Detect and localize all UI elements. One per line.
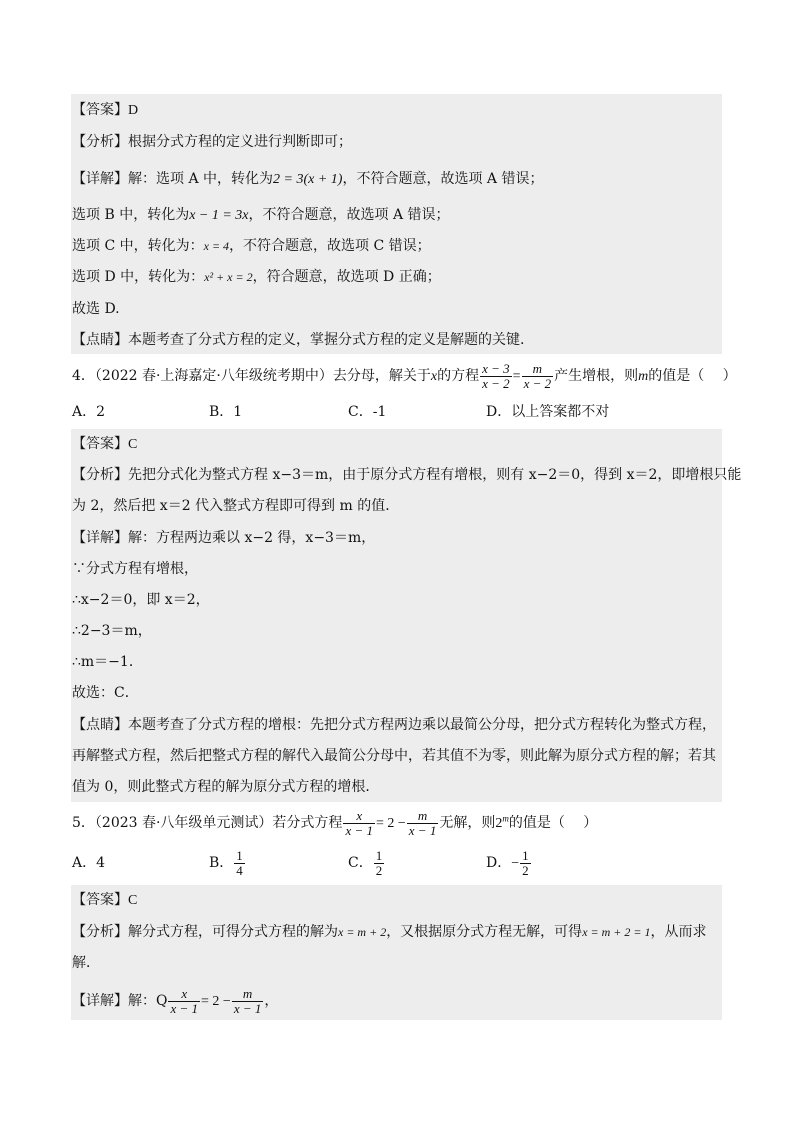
q4-stem (72, 358, 737, 394)
comment-text: 再解整式方程，然后把整式方程的解代入最简公分母中，若其值不为零，则此解为原分式方程的解；若其 (72, 748, 716, 764)
math-expression: x² + x = 2 (204, 270, 253, 284)
question-text: 的值是（ ） (508, 815, 598, 831)
q5-stem (72, 805, 597, 841)
q4-analysis-1 (72, 465, 741, 485)
q3-comment (72, 330, 524, 350)
comment-tag: 【点睛】 (72, 332, 128, 348)
q4-detail-4 (72, 621, 152, 641)
q4-comment-2 (72, 746, 716, 766)
detail-text: ， (264, 993, 279, 1009)
q5-option-a: A．4 (72, 855, 106, 871)
analysis-text: 解． (72, 955, 100, 971)
fraction (343, 809, 375, 838)
question-text: 5．（2023 春·八年级单元测试）若分式方程 (72, 815, 343, 831)
analysis-text: ，从而求 (650, 924, 707, 940)
q4-option-a: A．2 (72, 404, 106, 420)
denominator: x − 2 (482, 375, 510, 391)
detail-text: ∴2−3＝m， (72, 623, 152, 639)
fraction (522, 362, 554, 391)
q4-detail-3 (72, 590, 210, 610)
analysis-text: 为 2，然后把 x＝2 代入整式方程即可得到 m 的值． (72, 498, 400, 514)
denominator: x − 1 (233, 1000, 262, 1016)
detail-text: 解：方程两边乘以 x−2 得，x−3＝m， (128, 530, 376, 546)
option-label: D． (486, 855, 512, 871)
numerator: x − 3 (482, 360, 510, 376)
question-text: 的值是（ ） (648, 368, 737, 384)
q4-detail-2 (72, 559, 198, 579)
numerator: x (343, 809, 375, 824)
power-base: 2 (495, 816, 503, 831)
q3-detail-a (72, 169, 543, 189)
numerator: 1 (522, 847, 529, 863)
answer-value: C (128, 437, 138, 452)
fraction (374, 849, 385, 878)
detail-text: 选项 B 中，转化为 (72, 207, 190, 223)
detail-text: ，不符合题意，故选项 A 错误； (248, 207, 450, 223)
denominator: 2 (375, 862, 383, 878)
q4-option-d: D．以上答案都不对 (486, 404, 610, 420)
math-expression: 2 = 3(x + 1) (273, 172, 343, 187)
math-expression: x = m + 2 = 1 (582, 925, 651, 939)
q5-option-c (348, 846, 385, 880)
detail-text: 解：选项 A 中，转化为 (128, 171, 274, 187)
q3-detail-d (72, 267, 441, 287)
conclusion-text: 故选 D. (72, 301, 120, 317)
detail-text: ∴m＝−1． (72, 654, 143, 670)
question-text: 产生增根，则 (554, 368, 639, 384)
answer-tag: 【答案】 (72, 436, 128, 452)
detail-tag: 【详解】 (72, 993, 128, 1009)
question-text: 无解，则 (439, 815, 496, 831)
detail-tag: 【详解】 (72, 530, 128, 546)
numerator: 1 (375, 847, 383, 863)
math-expression: x = m + 2 (338, 925, 387, 939)
detail-text: 解：Q (128, 993, 168, 1009)
detail-tag: 【详解】 (72, 171, 128, 187)
numerator: x (168, 987, 200, 1002)
analysis-tag: 【分析】 (72, 924, 128, 940)
q3-answer-line (72, 100, 138, 120)
numerator: 1 (236, 847, 243, 863)
detail-text: ，不符合题意，故选项 C 错误； (229, 238, 431, 254)
q4-option-b: B．1 (209, 404, 243, 420)
q3-detail-c (72, 236, 431, 256)
option-label: C． (348, 855, 373, 871)
analysis-text: ，又根据原分式方程无解，可得 (386, 924, 583, 940)
numerator: m (407, 809, 439, 824)
math-expression: = 2 − (375, 816, 406, 831)
q5-analysis-2 (72, 953, 100, 973)
denominator: 4 (236, 862, 243, 878)
denominator: x − 2 (523, 375, 552, 391)
option-label: B． (209, 855, 234, 871)
answer-value: D (128, 103, 139, 118)
q4-comment-1 (72, 715, 716, 735)
detail-text: ，不符合题意，故选项 A 错误； (342, 171, 544, 187)
q5-option-b (209, 846, 246, 880)
comment-text: 本题考查了分式方程的定义，掌握分式方程的定义是解题的关键. (128, 332, 525, 348)
q5-analysis-1 (72, 922, 706, 942)
q5-detail (72, 983, 278, 1019)
math-expression: x = 4 (203, 239, 230, 253)
q4-analysis-2 (72, 496, 399, 516)
analysis-text: 解分式方程，可得分式方程的解为 (128, 924, 338, 940)
q3-analysis-line (72, 132, 352, 152)
denominator: x − 1 (170, 1000, 199, 1016)
fraction (520, 849, 531, 878)
q4-conclusion (72, 683, 139, 703)
minus-sign: − (511, 856, 520, 871)
power-exponent: m (502, 813, 509, 824)
analysis-text: 根据分式方程的定义进行判断即可； (128, 134, 352, 150)
q4-answer-line (72, 434, 137, 454)
numerator: m (232, 987, 264, 1002)
math-expression: x − 1 = 3x (189, 208, 249, 223)
q4-detail-1 (72, 528, 375, 548)
detail-text: ∵分式方程有增根， (72, 561, 198, 577)
answer-tag: 【答案】 (72, 102, 128, 118)
denominator: x − 1 (345, 822, 373, 838)
detail-text: 选项 D 中，转化为： (72, 269, 205, 285)
q4-comment-3 (72, 777, 379, 797)
comment-tag: 【点睛】 (72, 717, 128, 733)
analysis-text: 先把分式化为整式方程 x−3＝m，由于原分式方程有增根，则有 x−2＝0，得到 x＝2，即增根只能 (128, 467, 742, 483)
denominator: x − 1 (408, 822, 437, 838)
conclusion-text: 故选：C． (72, 685, 139, 701)
q4-option-c: C．-1 (348, 404, 387, 420)
q3-conclusion (72, 299, 120, 319)
question-text: 4．（2022 春·上海嘉定·八年级统考期中）去分母，解关于 (72, 368, 431, 384)
comment-text: 值为 0，则此整式方程的解为原分式方程的增根． (72, 779, 380, 795)
fraction (407, 809, 439, 838)
answer-tag: 【答案】 (72, 892, 128, 908)
math-variable: x (430, 369, 438, 384)
answer-value: C (128, 893, 138, 908)
q5-answer-line (72, 890, 137, 910)
fraction (234, 849, 245, 878)
detail-text: ∴x−2＝0，即 x＝2， (72, 592, 210, 608)
numerator: m (522, 362, 554, 377)
question-text: 的方程 (437, 368, 480, 384)
fraction (480, 362, 512, 391)
detail-text: 选项 C 中，转化为： (72, 238, 204, 254)
q4-detail-5 (72, 652, 143, 672)
analysis-tag: 【分析】 (72, 134, 128, 150)
fraction (168, 987, 200, 1016)
q5-option-d (486, 846, 532, 881)
detail-text: ，符合题意，故选项 D 正确； (252, 269, 441, 285)
denominator: 2 (522, 862, 529, 878)
fraction (232, 987, 264, 1016)
math-expression: = 2 − (201, 994, 231, 1009)
q3-detail-b (72, 205, 450, 225)
analysis-tag: 【分析】 (72, 467, 128, 483)
equals-sign: = (512, 369, 521, 384)
math-variable: m (638, 369, 649, 384)
comment-text: 本题考查了分式方程的增根：先把分式方程两边乘以最简公分母，把分式方程转化为整式方程， (128, 717, 716, 733)
